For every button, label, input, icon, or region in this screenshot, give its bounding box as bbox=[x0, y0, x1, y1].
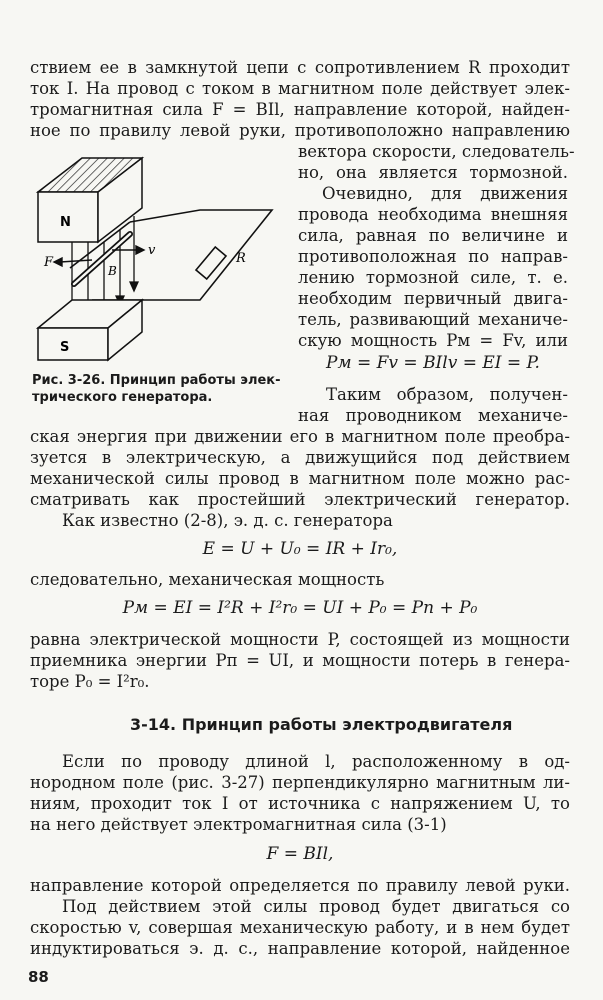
formula: Pм = EI = I²R + I²r₀ = UI + P₀ = Pп + P₀ bbox=[122, 598, 478, 618]
section-heading: 3-14. Принцип работы электродвигателя bbox=[130, 715, 513, 734]
page-number: 88 bbox=[28, 968, 49, 986]
formula: F = BIl, bbox=[266, 844, 334, 864]
text-line: ное по правилу левой руки, противоположно направлению bbox=[30, 121, 570, 140]
text-line: ниям, проходит ток I от источника с напряжением U, то bbox=[30, 794, 570, 813]
magnet-south-block bbox=[38, 300, 142, 360]
label-induction: B bbox=[108, 264, 117, 278]
caption-line: трического генератора. bbox=[32, 390, 213, 405]
text-line: скоростью v, совершая механическую работу, и в нем будет bbox=[30, 918, 570, 937]
figure-caption bbox=[32, 372, 282, 406]
label-resistor: R bbox=[236, 251, 246, 266]
text-line: механической силы провод в магнитном поле можно рас- bbox=[30, 469, 570, 488]
text-line: ток I. На провод с током в магнитном поле действует элек- bbox=[30, 79, 570, 98]
formula: Pм = Fv = BIlv = EI = P. bbox=[326, 353, 540, 373]
text-line: Таким образом, получен- bbox=[326, 385, 568, 404]
text-line: индуктироваться э. д. с., направление которой, найденное bbox=[30, 939, 570, 958]
text-line: равна электрической мощности P, состоящей из мощности bbox=[30, 630, 570, 649]
text-line: на него действует электромагнитная сила (3-1) bbox=[30, 815, 447, 834]
label-force: F bbox=[44, 255, 54, 270]
label-velocity: v bbox=[148, 243, 156, 258]
text-line: нородном поле (рис. 3-27) перпендикулярно магнитным ли- bbox=[30, 773, 570, 792]
text-line: приемника энергии Pп = UI, и мощности потерь в генера- bbox=[30, 651, 570, 670]
text-line: ствием ее в замкнутой цепи с сопротивлением R проходит bbox=[30, 58, 570, 77]
text-line: Как известно (2-8), э. д. с. генератора bbox=[62, 511, 393, 530]
text-line: тель, развивающий механиче- bbox=[298, 310, 568, 329]
text-line: провода необходима внешняя bbox=[298, 205, 568, 224]
text-line: ная проводником механиче- bbox=[298, 406, 568, 425]
text-line: зуется в электрическую, а движущийся под действием bbox=[30, 448, 570, 467]
text-line: тромагнитная сила F = BIl, направление которой, найден- bbox=[30, 100, 570, 119]
text-line: вектора скорости, следователь- bbox=[298, 142, 575, 161]
text-line: необходим первичный двига- bbox=[298, 289, 568, 308]
text-line: лению тормозной силе, т. е. bbox=[298, 268, 568, 287]
text-line: противоположная по направ- bbox=[298, 247, 568, 266]
text-line: ская энергия при движении его в магнитном поле преобра- bbox=[30, 427, 570, 446]
text-line: но, она является тормозной. bbox=[298, 163, 568, 182]
text-line: Под действием этой силы провод будет двигаться со bbox=[62, 897, 570, 916]
text-line: торе P₀ = I²r₀. bbox=[30, 672, 150, 691]
caption-line: Рис. 3-26. Принцип работы элек- bbox=[32, 373, 281, 388]
text-line: Если по проводу длиной l, расположенному в од- bbox=[62, 752, 570, 771]
text-line: сила, равная по величине и bbox=[298, 226, 568, 245]
formula: E = U + U₀ = IR + Ir₀, bbox=[202, 539, 398, 559]
label-south: S bbox=[60, 340, 70, 355]
text-line: Очевидно, для движения bbox=[322, 184, 568, 203]
generator-diagram bbox=[30, 150, 290, 365]
text-line: следовательно, механическая мощность bbox=[30, 570, 385, 589]
text-line: скую мощность Pм = Fv, или bbox=[298, 331, 568, 350]
text-line: направление которой определяется по правилу левой руки. bbox=[30, 876, 570, 895]
text-line: сматривать как простейший электрический генератор. bbox=[30, 490, 570, 509]
label-north: N bbox=[60, 215, 71, 230]
magnet-north-block bbox=[38, 158, 142, 242]
